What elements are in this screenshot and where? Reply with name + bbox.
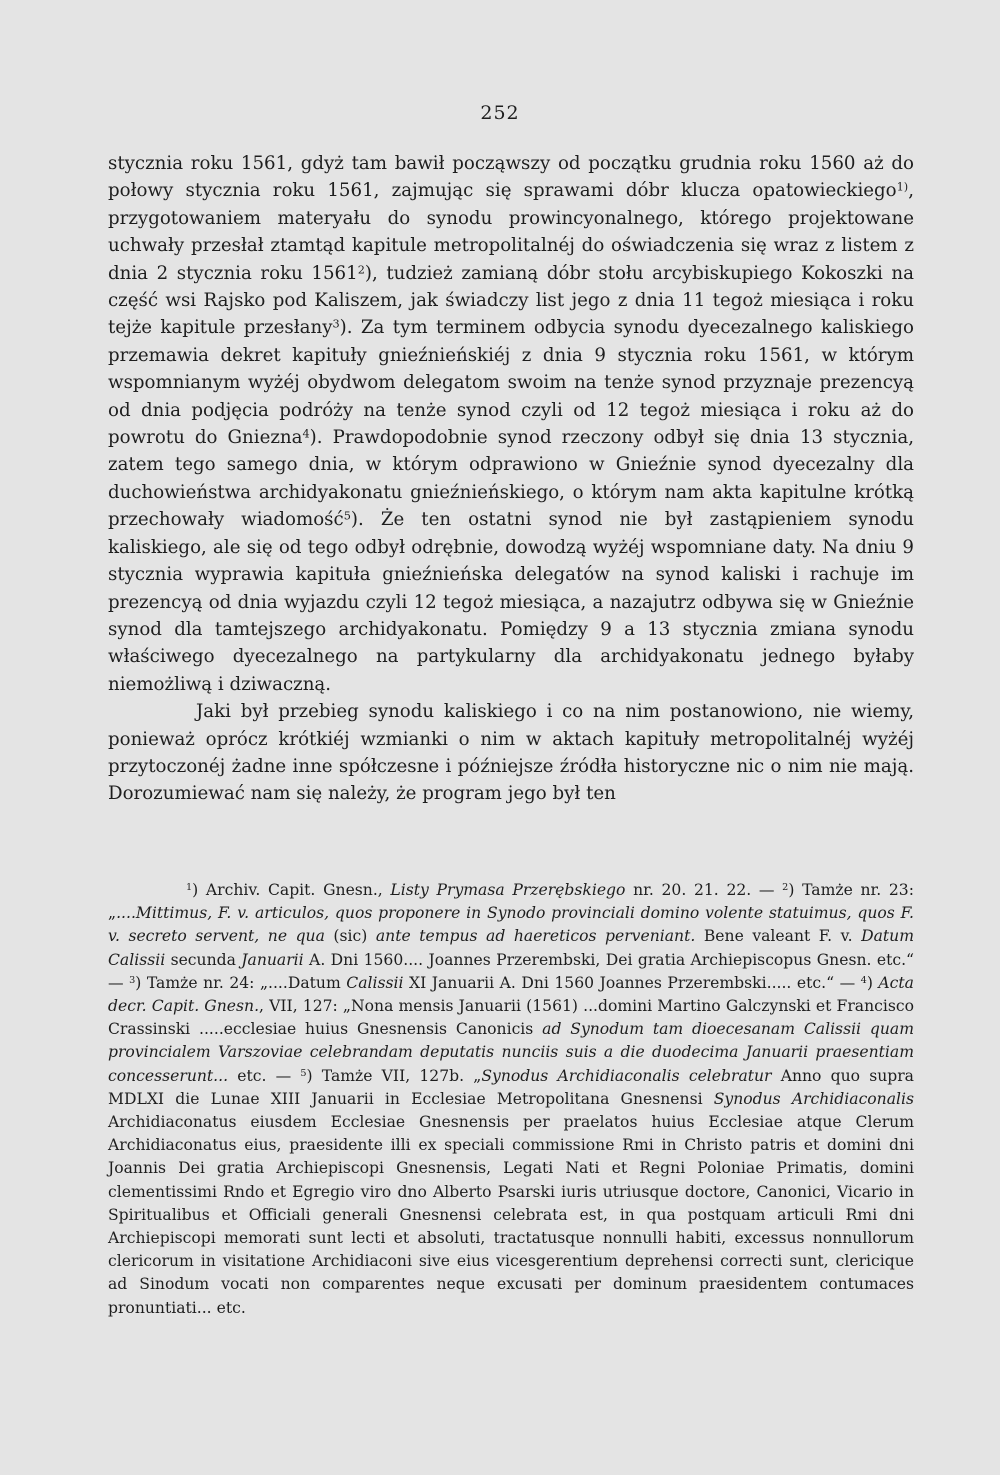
- italic-text-run: Listy Prymasa Przerębskiego: [390, 881, 626, 899]
- italic-text-run: Calissii: [346, 973, 404, 992]
- text-run: secunda: [165, 950, 242, 969]
- text-run: A. Dni 1560.... Joannes Przerembski, Dei gratia Archiepiscopus Gnesn. etc.“ —: [108, 950, 914, 992]
- text-run: ) Tamże VII, 127b. „: [306, 1066, 482, 1085]
- text-run: ) Archiv. Capit. Gnesn.,: [192, 881, 391, 899]
- footnote-marker: 1: [186, 882, 193, 894]
- italic-text-run: ....Mittimus, F. v. articulos, quos proponere in Synodo provinciali domino volente statuimus, quos F. v. secreto servent, ne qua: [108, 904, 914, 946]
- text-run: ) Tamże nr. 23: „: [108, 881, 914, 923]
- page-number: 252: [480, 102, 520, 124]
- footnote-marker: 4: [302, 427, 310, 441]
- italic-text-run: Acta decr. Capit. Gnesn.: [108, 973, 914, 1016]
- italic-text-run: Januarii: [241, 950, 304, 969]
- footnote-marker: 5: [300, 1067, 307, 1079]
- footnote-marker: 2: [782, 882, 789, 894]
- text-run: ). Za tym terminem odbycia synodu dyecezalnego kaliskiego przemawia dekret kapituły gnieźnieńskiéj z dnia 9 stycznia roku 1561, w którym wspomnianym wyżéj obydwom delegatom swoim na tenże synod przyznaje prezencyą od dnia podjęcia podróży na tenże synod czyli od 12 tegoż miesiąca i roku aż do powrotu do Gniezna: [108, 317, 914, 449]
- text-run: ), tudzież zamianą dóbr stołu arcybiskupiego Kokoszki na część wsi Rajsko pod Kaliszem, jak świadczy list jego z dnia 11 tegoż miesiąca i roku tejże kapitule przesłany: [108, 262, 914, 339]
- text-run: nr. 20. 21. 22. —: [625, 881, 783, 899]
- text-run: Archidiaconatus eiusdem Ecclesiae Gnesnensis per praelatos huius Ecclesiae atque Clerum Archidiaconatus eius, praesidente illi ex speciali commissione Rmi in Christo patris et domini dni Joannis Dei gratia Archiepiscopi Gnesnensis, Legati Nati et Regni Poloniae Primatis, domini clementissimi Rndo et Egregio viro dno Alberto Psarski iuris utriusque doctore, Canonici, Vicario in Spiritualibus et Officiali generali Gnesnensi celebrata est, in qua postquam articuli Rmi dni Archiepiscopi memorati sunt lecti et absoluti, tractatusque nonnulli habiti, excessus nonnullorum clericorum in visitatione Archidiaconi sive eius vicesgerentium deprehensi correcti sunt, clericique ad Sinodum vocati non comparentes neque excusati per dominum praesidentem contumaces pronuntiati... etc.: [108, 1113, 914, 1317]
- text-run: , VII, 127: „Nona mensis Januarii (1561) ...domini Martino Galczynski et Francisco Crassinski .....ecclesiae huius Gnesnensis Canonicis: [108, 997, 914, 1039]
- footnotes: [108, 879, 914, 1320]
- text-run: XI Januarii A. Dni 1560 Joannes Przerembski..... etc.“ —: [403, 973, 861, 992]
- text-run: stycznia roku 1561, gdyż tam bawił począwszy od początku grudnia roku 1560 aż do połowy stycznia roku 1561, zajmując się sprawami dóbr klucza opatowieckiego: [108, 153, 914, 202]
- main-text: [108, 150, 914, 808]
- footnote-marker: 1): [896, 180, 909, 194]
- text-run: ). Że ten ostatni synod nie był zastąpieniem synodu kaliskiego, ale się od tego odbył odrębnie, dowodzą wyżéj wspomniane daty. Na dniu 9 stycznia wyprawia kapituła gnieźnieńska delegatów na synod kaliski i rachuje im prezencyą od dnia wyjazdu czyli 12 tegoż miesiąca, a nazajutrz odbywa się w Gnieźnie synod dla tamtejszego archidyakonatu. Pomiędzy 9 a 13 stycznia zmiana synodu właściwego dyecezalnego na partykularny dla archidyakonatu jednego byłaby niemożliwą i dziwaczną.: [108, 509, 914, 695]
- footnote-marker: 3: [129, 974, 136, 986]
- footnote-marker: 5: [343, 509, 351, 523]
- italic-text-run: Datum Calissii: [108, 927, 914, 969]
- italic-text-run: Synodus Archidiaconalis celebratur: [481, 1066, 772, 1085]
- italic-text-run: Synodus Archidiaconalis: [713, 1089, 915, 1108]
- footnote-marker: 4: [860, 974, 867, 986]
- text-run: ) Tamże nr. 24: „....Datum: [135, 973, 347, 992]
- paragraph-1: [108, 150, 914, 698]
- footnotes-text: [108, 879, 914, 1320]
- text-run: , przygotowaniem materyału do synodu prowincyonalnego, którego projektowane uchwały przesłał ztamtąd kapitule metropolitalnéj do oświadczenia się wraz z listem z dnia 2 stycznia roku 1561: [108, 180, 914, 284]
- text-run: etc. —: [228, 1066, 301, 1085]
- italic-text-run: ante tempus ad haereticos perveniant.: [375, 927, 696, 946]
- text-run: Bene valeant F. v.: [695, 927, 862, 946]
- text-run: (sic): [324, 927, 376, 946]
- footnote-marker: 3: [332, 317, 340, 331]
- italic-text-run: ad Synodum tam dioecesanam Calissii quam provincialem Varszoviae celebrandam deputatis nunciis suis a die duodecima Januarii praesentiam concesserunt...: [108, 1020, 914, 1085]
- footnote-marker: 2: [357, 262, 365, 276]
- text-run: Jaki był przebieg synodu kaliskiego i co na nim postanowiono, nie wiemy, ponieważ oprócz krótkiéj wzmianki o nim w aktach kapituły metropolitalnéj wyżéj przytoczonéj żadne inne spółczesne i późniejsze źródła historyczne nic o nim nie mają. Dorozumiewać nam się należy, że program jego był ten: [108, 701, 914, 805]
- text-run: ): [866, 973, 879, 992]
- paragraph-2: [108, 698, 914, 808]
- text-run: Anno quo supra MDLXI die Lunae XIII Januarii in Ecclesiae Metropolitana Gnesnensi: [108, 1066, 914, 1108]
- text-run: ). Prawdopodobnie synod rzeczony odbył się dnia 13 stycznia, zatem tego samego dnia, w którym odprawiono w Gnieźnie synod dyecezalny dla duchowieństwa archidyakonatu gnieźnieńskiego, o którym nam akta kapitulne krótką przechowały wiadomość: [108, 427, 914, 531]
